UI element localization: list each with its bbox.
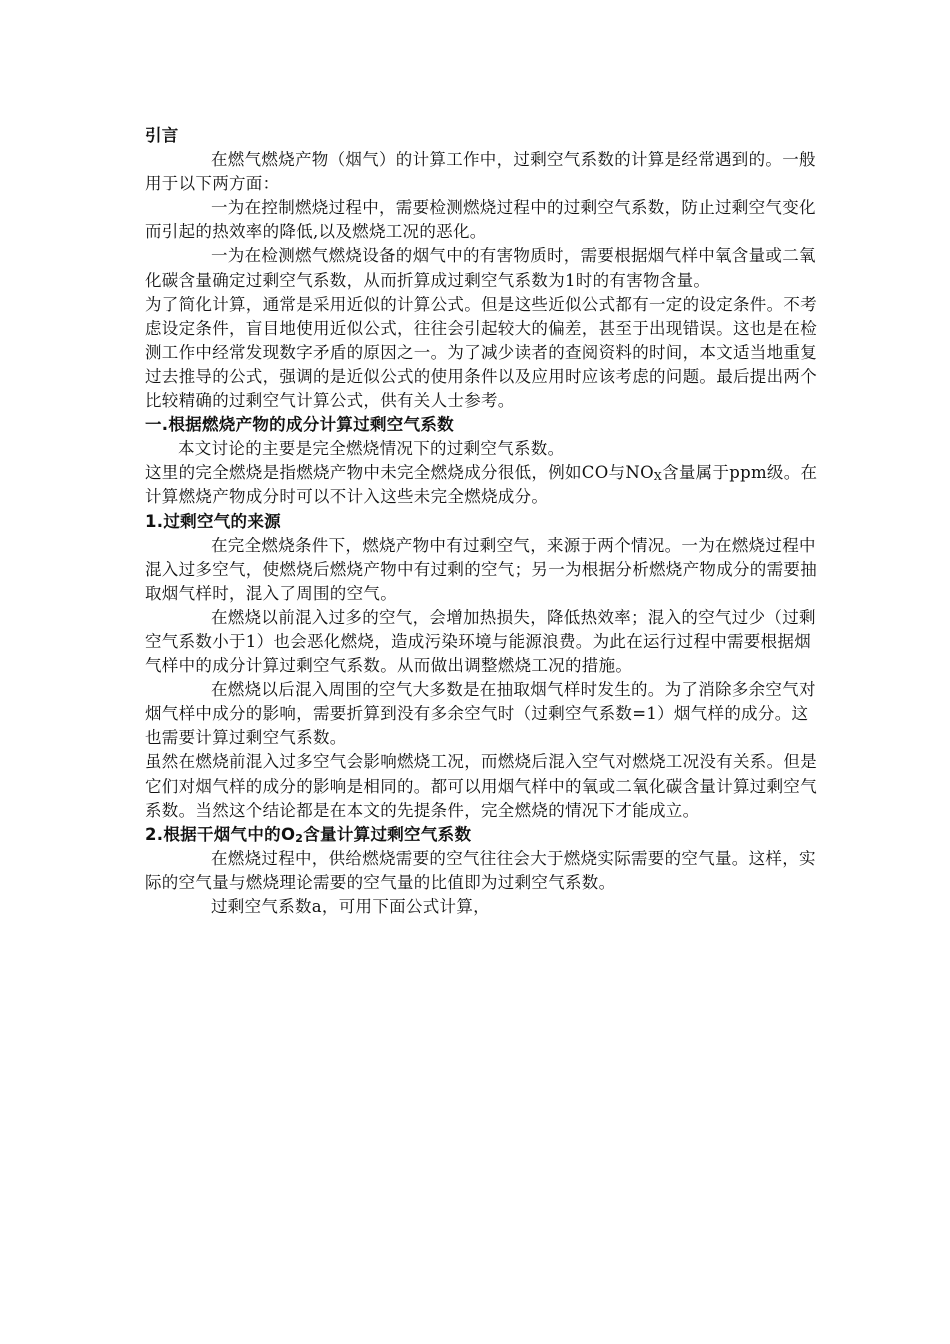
- document-body: [145, 124, 825, 919]
- paragraph: 一为在控制燃烧过程中，需要检测燃烧过程中的过剩空气系数，防止过剩空气变化而引起的热效率的降低,以及燃烧工况的恶化。: [145, 198, 816, 242]
- subscript: 2: [295, 831, 304, 845]
- paragraph: 在燃烧以后混入周围的空气大多数是在抽取烟气样时发生的。为了消除多余空气对烟气样中成分的影响，需要折算到没有多余空气时（过剩空气系数=1）烟气样的成分。这也需要计算过剩空气系数。: [145, 680, 816, 748]
- paragraph: 为了简化计算，通常是采用近似的计算公式。但是这些近似公式都有一定的设定条件。不考虑设定条件，盲目地使用近似公式，往往会引起较大的偏差，甚至于出现错误。这也是在检测工作中经常发现数字矛盾的原因之一。为了减少读者的查阅资料的时间，本文适当地重复过去推导的公式，强调的是近似公式的使用条件以及应用时应该考虑的问题。最后提出两个比较精确的过剩空气计算公式，供有关人士参考。: [145, 294, 817, 411]
- paragraph: [145, 461, 825, 509]
- paragraph: 在燃烧过程中，供给燃烧需要的空气往往会大于燃烧实际需要的空气量。这样，实际的空气量与燃烧理论需要的空气量的比值即为过剩空气系数。: [145, 848, 816, 892]
- subscript: X: [653, 470, 663, 484]
- subsection-heading: [145, 823, 825, 847]
- section-heading: 一.根据燃烧产物的成分计算过剩空气系数: [145, 415, 454, 435]
- paragraph: 虽然在燃烧前混入过多空气会影响燃烧工况，而燃烧后混入空气对燃烧工况没有关系。但是它们对烟气样的成分的影响是相同的。都可以用烟气样中的氧或二氧化碳含量计算过剩空气系数。当然这个结论都是在本文的先提条件，完全燃烧的情况下才能成立。: [145, 752, 817, 820]
- paragraph: 过剩空气系数a，可用下面公式计算，: [211, 897, 490, 916]
- text-run: 含量属于ppm级。在计算燃烧产物成分时可以不计入这些未完全燃烧成分。: [145, 463, 818, 507]
- text-run: 这里的完全燃烧是指燃烧产物中未完全燃烧成分很低，例如CO与NO: [145, 463, 654, 483]
- text-run: 含量计算过剩空气系数: [303, 824, 472, 844]
- paragraph: 在燃气燃烧产物（烟气）的计算工作中，过剩空气系数的计算是经常遇到的。一般用于以下两方面：: [145, 150, 816, 194]
- paragraph: 在燃烧以前混入过多的空气，会增加热损失，降低热效率；混入的空气过少（过剩空气系数小于1）也会恶化燃烧，造成污染环境与能源浪费。为此在运行过程中需要根据烟气样中的成分计算过剩空气系数。从而做出调整燃烧工况的措施。: [145, 607, 816, 676]
- text-run: 2.根据干烟气中的O: [145, 824, 296, 844]
- subsection-heading: 1.过剩空气的来源: [145, 511, 281, 531]
- paragraph: 在完全燃烧条件下，燃烧产物中有过剩空气，来源于两个情况。一为在燃烧过程中混入过多空气，使燃烧后燃烧产物中有过剩的空气；另一为根据分析燃烧产物成分的需要抽取烟气样时，混入了周围的空气。: [145, 535, 817, 603]
- paragraph: 一为在检测燃气燃烧设备的烟气中的有害物质时，需要根据烟气样中氧含量或二氧化碳含量确定过剩空气系数，从而折算成过剩空气系数为1时的有害物含量。: [145, 246, 816, 290]
- heading-introduction: 引言: [145, 126, 179, 145]
- paragraph: 本文讨论的主要是完全燃烧情况下的过剩空气系数。: [178, 439, 565, 459]
